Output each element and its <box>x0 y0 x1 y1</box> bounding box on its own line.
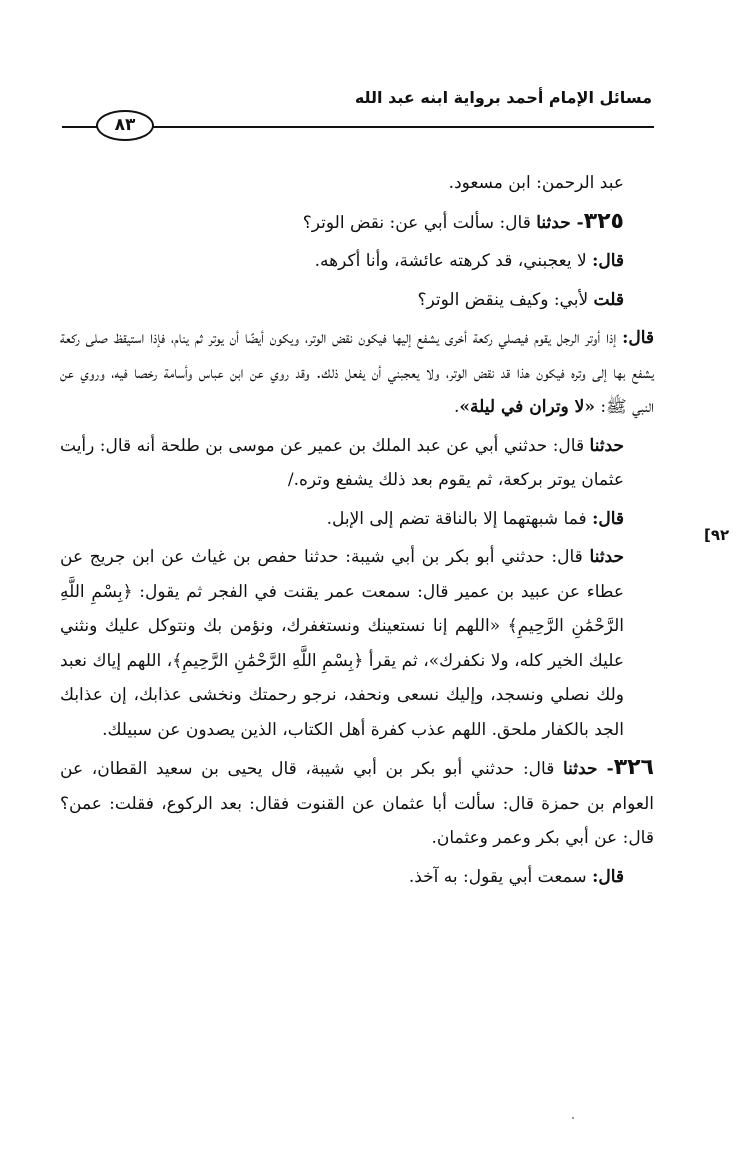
paragraph-text: سمعت أبي يقول: به آخذ. <box>408 866 593 887</box>
paragraph-text: قال: حدثني أبو بكر بن أبي شيبة، قال يحيى بن سعيد القطان، عن العوام بن حمزة قال: سألت أبا عثمان عن القنوت فقال: بعد الركوع، فقلت: عمن؟ قال: عن أبي بكر وعمر وعثمان. <box>60 759 654 848</box>
paragraph-text: إذا أوتر الرجل يقوم فيصلي ركعة أخرى يشفع إليها فيكون نقض الوتر، ويكون أيضًا أن يوتر ثم ينام، فإذا استيقظ صلى ركعة يشفع بها إلى وتره فيكون هذا قد نقض الوتر، ولا يعجبني أن يفعل ذلك. وقد روي عن ابن عباس وأسامة رخصا فيه، وروي عن النبي ﷺ: <box>60 328 654 417</box>
paragraph-lead: حدثنا <box>589 435 624 456</box>
paragraph-text: قال: حدثني أبي عن عبد الملك بن عمير عن موسى بن طلحة أنه قال: رأيت عثمان يوتر بركعة، ثم يقوم بعد ذلك يشفع وتره./ <box>60 435 624 490</box>
paragraph-end: . <box>454 397 460 417</box>
paragraph-text: لا يعجبني، قد كرهته عائشة، وأنا أكرهه. <box>314 251 593 271</box>
paragraph-lead: قال: <box>592 251 624 271</box>
paragraph <box>60 429 654 498</box>
narration-326 <box>60 751 654 856</box>
narration-number: ٣٢٦ <box>613 755 654 780</box>
page-number: ٨٣ <box>96 110 154 141</box>
paragraph-lead: قال: <box>622 328 654 348</box>
paragraph-lead: حدثنا <box>589 547 624 567</box>
book-title: مسائل الإمام أحمد برواية ابنه عبد الله <box>354 88 652 107</box>
page-body <box>60 166 654 898</box>
paragraph <box>60 502 654 537</box>
paragraph-lead: قلت <box>593 289 624 310</box>
paragraph <box>60 283 654 318</box>
paragraph-text: قال: حدثني أبو بكر بن أبي شيبة: حدثنا حفص بن غياث عن ابن جريج عن عطاء عن عبيد بن عمير قال: سمعت عمر يقنت في الفجر ثم يقول: ﴿بِسْمِ اللَّهِ الرَّحْمَٰنِ الرَّحِيمِ﴾ «اللهم إنا نستعينك ونستغفرك، ونؤمن بك ونتوكل عليك ونثني عليك الخير كله، ولا نكفرك»، ثم يقرأ ﴿بِسْمِ اللَّهِ الرَّحْمَٰنِ الرَّحِيمِ﴾، اللهم إياك نعبد ولك نصلي ونسجد، وإليك نسعى ونحفد، نرجو رحمتك ونخشى عذابك، إن عذابك الجد بالكفار ملحق. اللهم عذب كفرة أهل الكتاب، الذين يصدون عن سبيلك. <box>60 547 624 740</box>
paragraph-lead: قال: <box>592 866 624 887</box>
paragraph-text: عبد الرحمن: ابن مسعود. <box>448 173 624 193</box>
hadith-quote: «لا وتران في ليلة» <box>459 397 595 417</box>
paragraph-text: فما شبهتهما إلا بالناقة تضم إلى الإبل. <box>326 508 593 529</box>
paragraph-text: قال: سألت أبي عن: نقض الوتر؟ <box>302 212 537 233</box>
footer-dot <box>572 1117 574 1119</box>
paragraph-lead: قال: <box>592 508 624 529</box>
paragraph <box>60 166 654 201</box>
paragraph <box>60 860 654 895</box>
paragraph-text: لأبي: وكيف ينقض الوتر؟ <box>417 289 594 310</box>
narration-325 <box>60 205 654 241</box>
margin-page-reference: ٩٢] <box>704 526 730 544</box>
narration-lead: - حدثنا <box>563 759 614 779</box>
paragraph <box>60 244 654 279</box>
paragraph <box>60 540 654 747</box>
narration-number: ٣٢٥ <box>583 208 624 234</box>
paragraph <box>60 321 654 425</box>
narration-lead: - حدثنا <box>536 212 584 233</box>
